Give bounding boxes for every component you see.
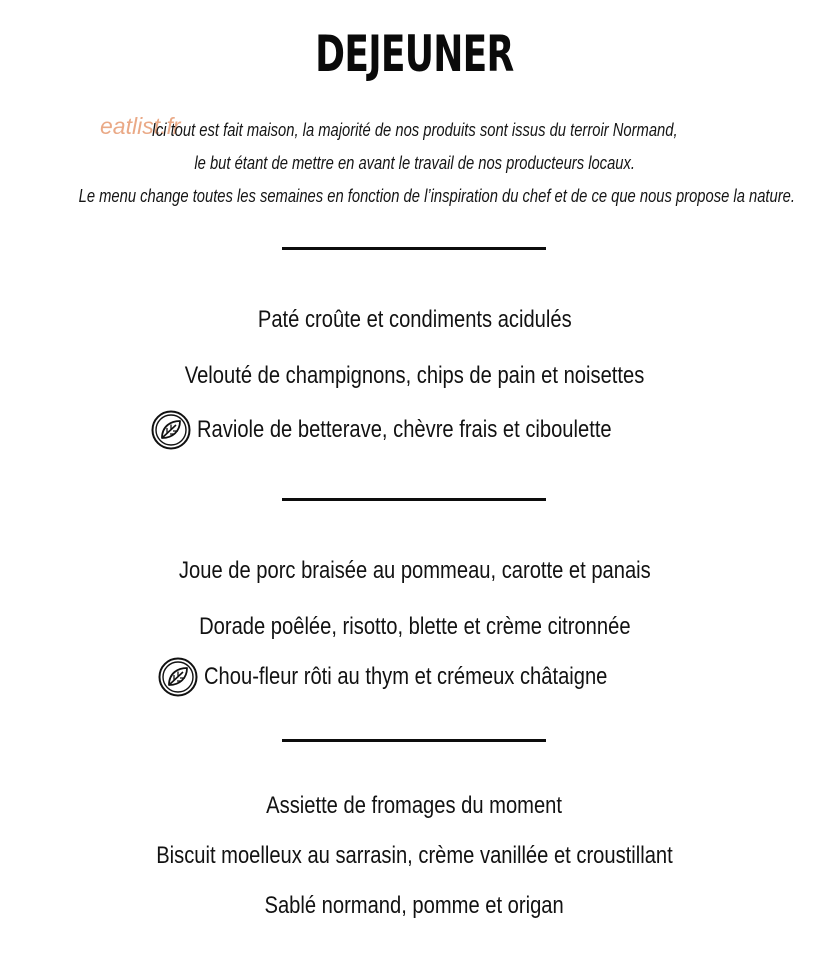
intro-line-2: le but étant de mettre en avant le travail de nos producteurs locaux. — [194, 153, 635, 173]
page-title: DEJEUNER — [315, 25, 514, 83]
main-item: Joue de porc braisée au pommeau, carotte et panais — [178, 557, 651, 584]
divider — [282, 739, 546, 742]
main-item-vegetarian: Chou-fleur rôti au thym et crémeux châtaigne — [158, 657, 684, 697]
main-item: Dorade poêlée, risotto, blette et crème citronnée — [198, 613, 631, 640]
dessert-item: Sablé normand, pomme et origan — [264, 892, 565, 919]
divider — [282, 498, 546, 501]
watermark: eatlist.fr — [100, 113, 181, 139]
starter-item: Paté croûte et condiments acidulés — [257, 306, 572, 333]
starter-item-vegetarian: Raviole de betterave, chèvre frais et ciboulette — [151, 410, 691, 450]
intro-line-1: Ici tout est fait maison, la majorité de nos produits sont issus du terroir Normand, — [151, 120, 678, 140]
leaf-icon — [151, 410, 191, 450]
starter-item: Velouté de champignons, chips de pain et noisettes — [184, 362, 645, 389]
leaf-icon — [158, 657, 198, 697]
dessert-item: Assiette de fromages du moment — [266, 792, 563, 819]
dessert-item: Biscuit moelleux au sarrasin, crème vanillée et croustillant — [156, 842, 673, 869]
divider — [282, 247, 546, 250]
intro-line-3: Le menu change toutes les semaines en fonction de l’inspiration du chef et de ce que nous propose la nature. — [78, 186, 795, 206]
